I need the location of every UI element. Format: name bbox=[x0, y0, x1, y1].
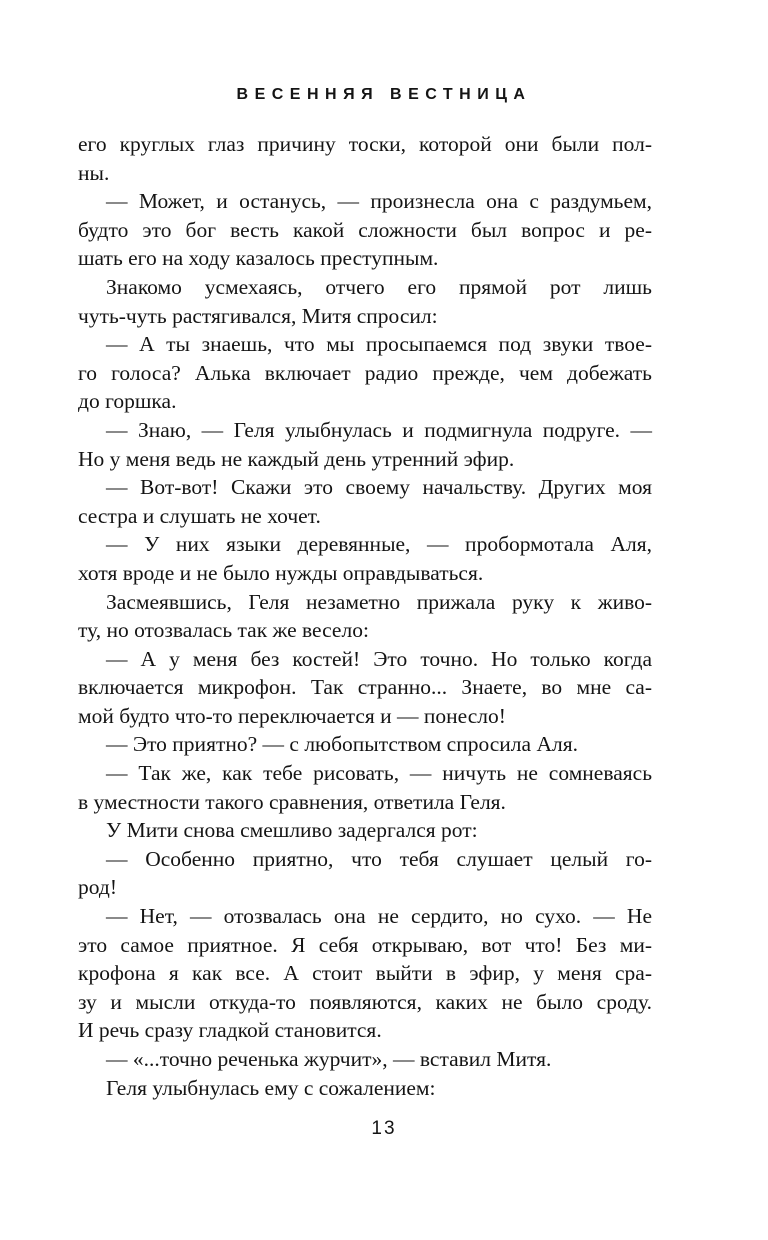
text-line: чуть-чуть растягивался, Митя спросил: bbox=[78, 303, 438, 328]
text-line: — А у меня без костей! Это точно. Но только когда bbox=[106, 646, 652, 671]
text-line: — Вот-вот! Скажи это своему начальству. Других моя bbox=[106, 475, 652, 500]
text-line: — Так же, как тебе рисовать, — ничуть не сомневаясь bbox=[106, 761, 652, 786]
text-line: ны. bbox=[78, 160, 110, 185]
text-line: ту, но отозвалась так же весело: bbox=[78, 618, 369, 643]
text-line: — «...точно реченька журчит», — вставил Митя. bbox=[106, 1047, 552, 1071]
body-text bbox=[78, 130, 652, 1102]
text-line: его круглых глаз причину тоски, которой они были пол- bbox=[78, 132, 652, 156]
text-line: Засмеявшись, Геля незаметно прижала руку к живо- bbox=[106, 589, 652, 614]
text-line: зу и мысли откуда-то появляются, каких не было сроду. bbox=[78, 989, 652, 1014]
text-line: до горшка. bbox=[78, 389, 177, 414]
text-line: мой будто что-то переключается и — понесло! bbox=[78, 703, 506, 728]
text-line: в уместности такого сравнения, ответила Геля. bbox=[78, 789, 506, 814]
text-line: Геля улыбнулась ему с сожалением: bbox=[106, 1075, 436, 1100]
text-line: будто это бог весть какой сложности был вопрос и ре- bbox=[78, 217, 652, 242]
text-line: — У них языки деревянные, — пробормотала Аля, bbox=[106, 532, 652, 557]
text-line: это самое приятное. Я себя открываю, вот что! Без ми- bbox=[78, 932, 652, 957]
text-line: — Особенно приятно, что тебя слушает целый го- bbox=[106, 846, 652, 871]
text-line: крофона я как все. А стоит выйти в эфир, у меня сра- bbox=[78, 961, 652, 986]
text-line: — Знаю, — Геля улыбнулась и подмигнула подруге. — bbox=[106, 417, 652, 442]
text-line: — Может, и останусь, — произнесла она с раздумьем, bbox=[106, 189, 652, 214]
text-line: сестра и слушать не хочет. bbox=[78, 503, 321, 528]
text-line: — А ты знаешь, что мы просыпаемся под звуки твое- bbox=[106, 332, 652, 357]
text-line: го голоса? Алька включает радио прежде, чем добежать bbox=[78, 360, 652, 385]
page-number: 13 bbox=[371, 1118, 397, 1139]
text-line: Но у меня ведь не каждый день утренний эфир. bbox=[78, 446, 515, 471]
text-line: род! bbox=[78, 875, 117, 900]
text-line: И речь сразу гладкой становится. bbox=[78, 1018, 382, 1043]
text-line: шать его на ходу казалось преступным. bbox=[78, 246, 439, 271]
text-line: включается микрофон. Так странно... Знаете, во мне са- bbox=[78, 675, 652, 700]
text-line: — Нет, — отозвалась она не сердито, но сухо. — Не bbox=[106, 904, 652, 929]
text-line: Знакомо усмехаясь, отчего его прямой рот лишь bbox=[106, 274, 652, 299]
text-line: У Мити снова смешливо задергался рот: bbox=[106, 818, 478, 843]
text-line: хотя вроде и не было нужды оправдываться. bbox=[78, 560, 484, 585]
running-head: ВЕСЕННЯЯ ВЕСТНИЦА bbox=[236, 86, 532, 103]
text-line: — Это приятно? — с любопытством спросила Аля. bbox=[106, 732, 578, 757]
